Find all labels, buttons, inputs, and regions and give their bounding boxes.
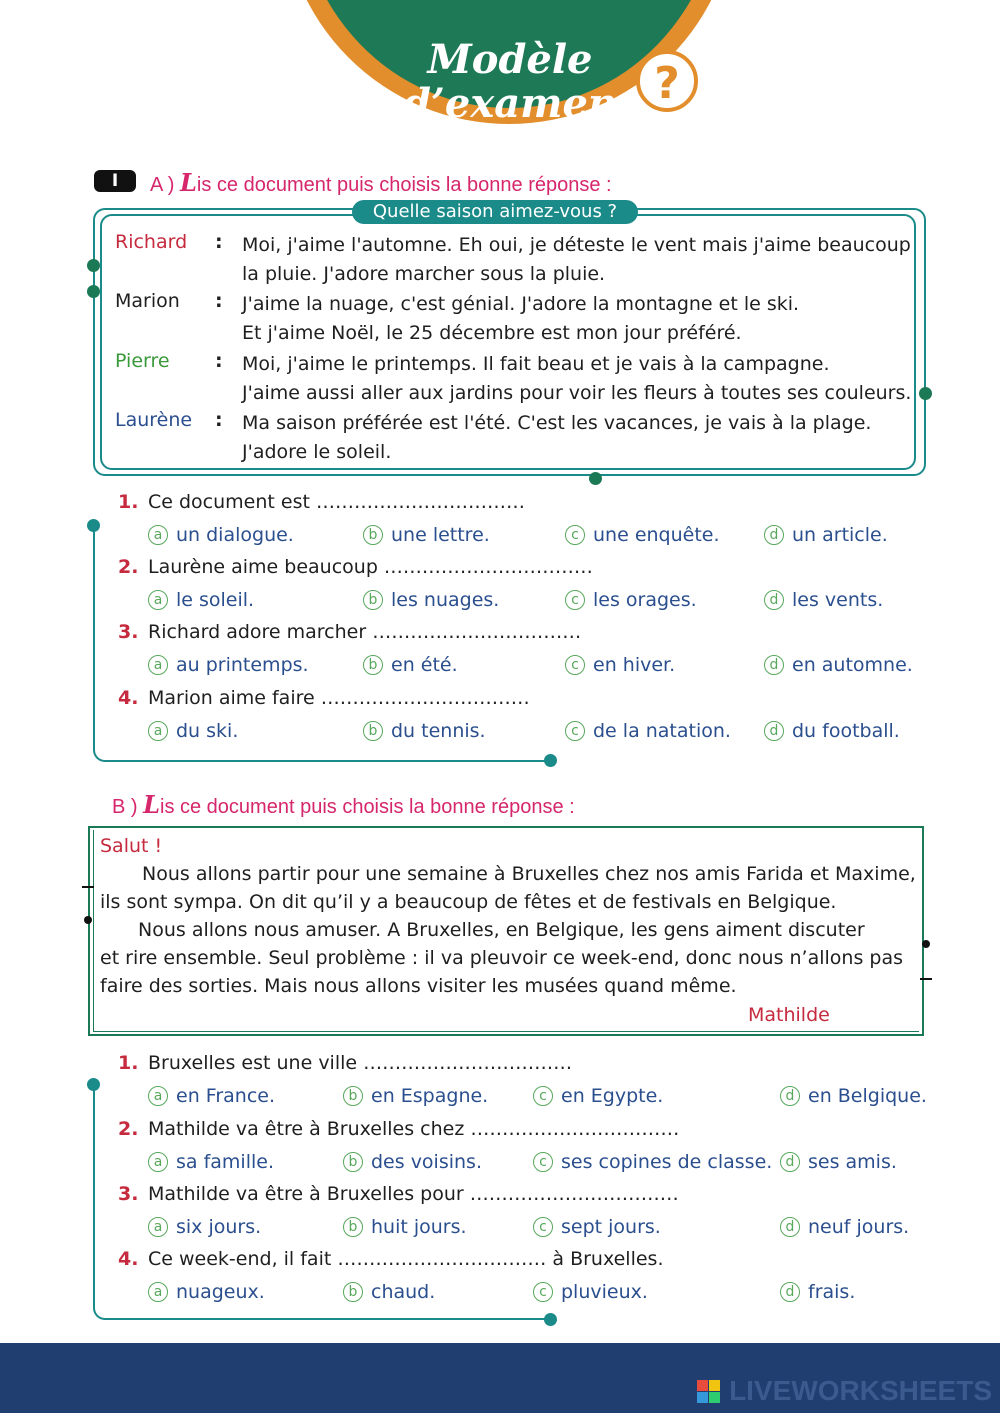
question-text: Richard adore marcher …………………………… [148, 621, 582, 643]
option-letter-icon: c [533, 1152, 553, 1172]
decor-mark [82, 886, 94, 888]
question-text: Mathilde va être à Bruxelles pour …………………………… [148, 1183, 679, 1205]
question-number: 4. [118, 1248, 139, 1270]
option-letter-icon: a [148, 1282, 168, 1302]
answer-option[interactable] [363, 654, 458, 676]
option-label: sa famille. [176, 1151, 274, 1173]
answer-option[interactable] [148, 1085, 275, 1107]
question-number: 3. [118, 1183, 139, 1205]
liveworksheets-icon [697, 1380, 721, 1404]
letter-signature: Mathilde [748, 1004, 830, 1026]
answer-option[interactable] [764, 524, 888, 546]
instruction-a: A ) Lis ce document puis choisis la bonne réponse : [150, 168, 612, 197]
option-label: huit jours. [371, 1216, 467, 1238]
speaker-name: Richard [115, 231, 188, 253]
option-letter-icon: b [343, 1086, 363, 1106]
option-letter-icon: b [343, 1152, 363, 1172]
answer-option[interactable] [565, 654, 675, 676]
answer-option[interactable] [363, 589, 499, 611]
option-letter-icon: c [533, 1086, 553, 1106]
option-letter-icon: a [148, 590, 168, 610]
answer-option[interactable] [148, 1281, 265, 1303]
decor-mark [920, 978, 932, 980]
option-letter-icon: b [363, 721, 383, 741]
option-letter-icon: c [565, 525, 585, 545]
letter-line: Nous allons nous amuser. A Bruxelles, en Belgique, les gens aiment discuter [138, 919, 865, 941]
option-letter-icon: a [148, 1086, 168, 1106]
answer-option[interactable] [148, 1151, 274, 1173]
option-label: sept jours. [561, 1216, 661, 1238]
decor-dot [589, 472, 602, 485]
letter-line: ils sont sympa. On dit qu’il y a beaucoup de fêtes et de festivals en Belgique. [100, 891, 837, 913]
question-number: 1. [118, 1052, 139, 1074]
option-label: une lettre. [391, 524, 490, 546]
option-label: du tennis. [391, 720, 486, 742]
option-label: chaud. [371, 1281, 436, 1303]
answer-option[interactable] [764, 720, 900, 742]
option-letter-icon: a [148, 721, 168, 741]
option-letter-icon: c [533, 1217, 553, 1237]
decor-dot [544, 754, 557, 767]
option-label: ses copines de classe. [561, 1151, 773, 1173]
question-number: 1. [118, 491, 139, 513]
answer-option[interactable] [363, 524, 490, 546]
option-letter-icon: c [565, 721, 585, 741]
letter-line: faire des sorties. Mais nous allons visiter les musées quand même. [100, 975, 737, 997]
decor-dot [87, 259, 100, 272]
answer-option[interactable] [780, 1281, 855, 1303]
question-number: 3. [118, 621, 139, 643]
question-number: 2. [118, 1118, 139, 1140]
option-letter-icon: c [565, 655, 585, 675]
decor-dot [87, 1078, 100, 1091]
speech-line: Ma saison préférée est l'été. C'est les vacances, je vais à la plage. [242, 412, 872, 434]
option-label: du football. [792, 720, 900, 742]
option-letter-icon: c [533, 1282, 553, 1302]
answer-option[interactable] [343, 1281, 435, 1303]
option-label: nuageux. [176, 1281, 265, 1303]
option-letter-icon: d [780, 1282, 800, 1302]
option-letter-icon: d [780, 1152, 800, 1172]
option-label: ses amis. [808, 1151, 897, 1173]
answer-option[interactable] [148, 720, 238, 742]
speaker-colon: : [215, 231, 223, 253]
option-letter-icon: b [363, 655, 383, 675]
option-letter-icon: c [565, 590, 585, 610]
answer-option[interactable] [533, 1085, 663, 1107]
option-letter-icon: d [780, 1086, 800, 1106]
option-letter-icon: d [764, 655, 784, 675]
speech-line: Et j'aime Noël, le 25 décembre est mon jour préféré. [242, 322, 742, 344]
option-letter-icon: d [764, 590, 784, 610]
answer-option[interactable] [363, 720, 486, 742]
decor-mark [922, 940, 930, 948]
option-label: six jours. [176, 1216, 262, 1238]
question-text: Marion aime faire …………………………… [148, 687, 530, 709]
speaker-name: Pierre [115, 350, 170, 372]
answer-option[interactable] [148, 654, 309, 676]
decor-dot [87, 519, 100, 532]
speech-line: J'aime la nuage, c'est génial. J'adore la montagne et le ski. [242, 293, 800, 315]
answer-option[interactable] [780, 1151, 897, 1173]
option-letter-icon: a [148, 525, 168, 545]
question-mark-icon: ? [636, 50, 698, 112]
speech-line: la pluie. J'adore marcher sous la pluie. [242, 263, 606, 285]
option-label: les vents. [792, 589, 884, 611]
answer-option[interactable] [533, 1151, 772, 1173]
instruction-b: B ) Lis ce document puis choisis la bonne réponse : [112, 790, 575, 819]
answer-option[interactable] [565, 589, 697, 611]
option-label: les nuages. [391, 589, 500, 611]
question-text: Ce document est …………………………… [148, 491, 525, 513]
option-label: en automne. [792, 654, 913, 676]
option-label: les orages. [593, 589, 697, 611]
option-label: de la natation. [593, 720, 731, 742]
option-letter-icon: a [148, 1152, 168, 1172]
option-letter-icon: a [148, 1217, 168, 1237]
question-text: Ce week-end, il fait …………………………… à Bruxelles. [148, 1248, 664, 1270]
question-text: Mathilde va être à Bruxelles chez …………………………… [148, 1118, 680, 1140]
answer-option[interactable] [148, 589, 254, 611]
answer-option[interactable] [148, 524, 294, 546]
option-label: des voisins. [371, 1151, 482, 1173]
letter-line: et rire ensemble. Seul problème : il va pleuvoir ce week-end, donc nous n’allons pas [100, 947, 903, 969]
answer-option[interactable] [343, 1151, 482, 1173]
answer-option[interactable] [533, 1216, 661, 1238]
speech-line: J'aime aussi aller aux jardins pour voir les fleurs à toutes ses couleurs. [242, 382, 912, 404]
decor-mark [84, 916, 92, 924]
section-number: I [94, 170, 136, 192]
letter-greeting: Salut ! [100, 835, 163, 857]
option-label: en Espagne. [371, 1085, 489, 1107]
answer-option[interactable] [764, 589, 883, 611]
speech-line: Moi, j'aime le printemps. Il fait beau et je vais à la campagne. [242, 353, 830, 375]
answer-option[interactable] [764, 654, 913, 676]
answer-option[interactable] [780, 1216, 909, 1238]
option-label: en été. [391, 654, 458, 676]
question-number: 2. [118, 556, 139, 578]
document-a-title: Quelle saison aimez-vous ? [352, 200, 638, 224]
answer-option[interactable] [148, 1216, 261, 1238]
speaker-colon: : [215, 290, 223, 312]
option-letter-icon: d [780, 1217, 800, 1237]
question-text: Bruxelles est une ville …………………………… [148, 1052, 573, 1074]
option-label: un dialogue. [176, 524, 294, 546]
option-label: en Belgique. [808, 1085, 927, 1107]
decor-dot [544, 1313, 557, 1326]
speech-line: J'adore le soleil. [242, 441, 392, 463]
option-letter-icon: a [148, 655, 168, 675]
answer-option[interactable] [343, 1216, 467, 1238]
letter-line: Nous allons partir pour une semaine à Bruxelles chez nos amis Farida et Maxime, [142, 863, 916, 885]
option-label: du ski. [176, 720, 239, 742]
option-letter-icon: b [343, 1217, 363, 1237]
page-title-line2: d’examen [403, 80, 617, 127]
option-label: le soleil. [176, 589, 255, 611]
answer-option[interactable] [780, 1085, 927, 1107]
speech-line: Moi, j'aime l'automne. Eh oui, je déteste le vent mais j'aime beaucoup [242, 234, 911, 256]
answer-option[interactable] [565, 720, 731, 742]
option-label: neuf jours. [808, 1216, 910, 1238]
page-title-line1: Modèle [427, 36, 593, 83]
option-label: frais. [808, 1281, 856, 1303]
option-letter-icon: b [363, 590, 383, 610]
speaker-colon: : [215, 350, 223, 372]
option-label: en hiver. [593, 654, 676, 676]
question-text: Laurène aime beaucoup …………………………… [148, 556, 593, 578]
option-letter-icon: d [764, 721, 784, 741]
option-label: une enquête. [593, 524, 720, 546]
speaker-colon: : [215, 409, 223, 431]
option-letter-icon: b [343, 1282, 363, 1302]
option-letter-icon: d [764, 525, 784, 545]
answer-option[interactable] [533, 1281, 648, 1303]
answer-option[interactable] [343, 1085, 488, 1107]
option-label: un article. [792, 524, 888, 546]
decor-dot [87, 285, 100, 298]
option-letter-icon: b [363, 525, 383, 545]
question-number: 4. [118, 687, 139, 709]
option-label: au printemps. [176, 654, 309, 676]
speaker-name: Marion [115, 290, 180, 312]
option-label: pluvieux. [561, 1281, 648, 1303]
option-label: en Egypte. [561, 1085, 664, 1107]
option-label: en France. [176, 1085, 275, 1107]
answer-option[interactable] [565, 524, 720, 546]
footer-logo: LIVEWORKSHEETS [729, 1375, 992, 1406]
speaker-name: Laurène [115, 409, 193, 431]
